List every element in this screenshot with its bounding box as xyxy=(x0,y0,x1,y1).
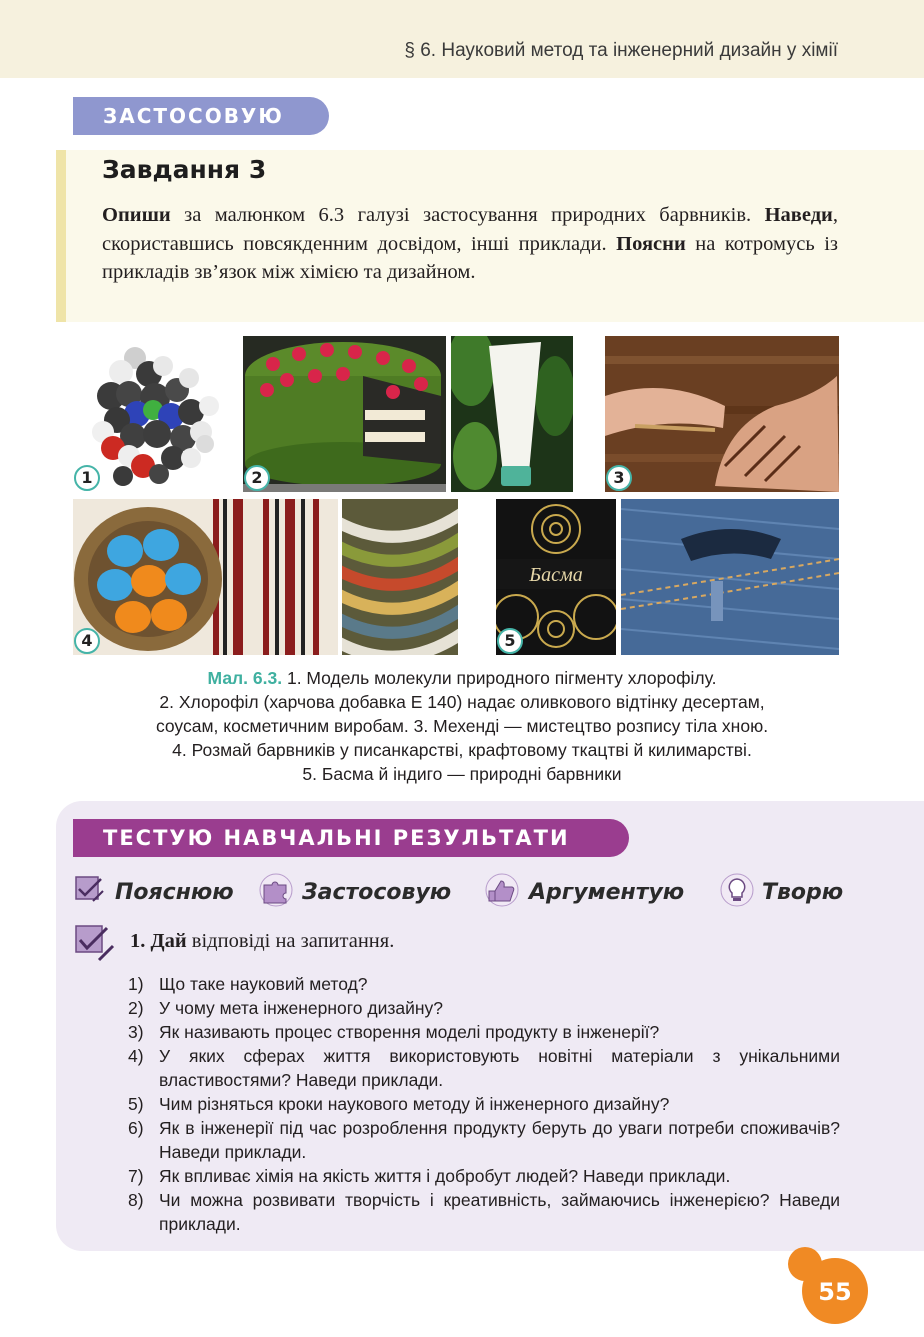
legend-create xyxy=(720,874,843,910)
list-item xyxy=(128,996,840,1020)
item-number: 1) xyxy=(128,974,144,994)
item-text: У яких сферах життя використовують новітні матеріали з унікальними властивостями? Наведи приклади. xyxy=(159,1046,840,1090)
chlorophyll-molecule-photo xyxy=(73,336,238,492)
list-item xyxy=(128,1020,840,1044)
item-number: 3) xyxy=(128,1022,144,1042)
caption-line: 5. Басма й індиго — природні барвники xyxy=(302,764,622,784)
list-item xyxy=(128,1164,840,1188)
lightbulb-icon xyxy=(720,873,754,912)
task-box-accent-bar xyxy=(56,150,66,322)
figure-caption xyxy=(70,666,854,786)
figure-badge-4: 4 xyxy=(74,628,100,654)
item-text: Як в інженерії під час розроблення продукту беруть до уваги потреби споживачів? Наведи приклади. xyxy=(159,1118,840,1162)
page-number: 55 xyxy=(802,1258,868,1324)
task-verb-explain: Поясни xyxy=(616,232,686,255)
question-rest: відповіді на запитання. xyxy=(186,930,395,952)
list-item xyxy=(128,1116,840,1164)
item-number: 4) xyxy=(128,1046,144,1066)
section-label-test: ТЕСТУЮ НАВЧАЛЬНІ РЕЗУЛЬТАТИ xyxy=(73,819,629,857)
caption-line xyxy=(70,666,854,690)
easter-eggs-embroidery-photo xyxy=(73,499,338,655)
caption-line: 4. Розмай барвників у писанкарстві, крафтовому ткацтві й килимарстві. xyxy=(172,740,752,760)
section-label-apply: ЗАСТОСОВУЮ xyxy=(73,97,329,135)
header-band xyxy=(0,0,924,78)
list-item xyxy=(128,1044,840,1092)
item-text: Чи можна розвивати творчість і креативність, займаючись інженерією? Наведи приклади. xyxy=(159,1190,840,1234)
legend-label: Творю xyxy=(762,879,844,905)
puzzle-icon xyxy=(258,873,294,912)
item-number: 7) xyxy=(128,1166,144,1186)
legend-explain xyxy=(73,874,234,910)
running-head: § 6. Науковий метод та інженерний дизайн у хімії xyxy=(404,40,838,61)
question-list xyxy=(128,972,840,1236)
cosmetic-tube-photo xyxy=(451,336,573,492)
item-text: У чому мета інженерного дизайну? xyxy=(159,998,444,1018)
item-text: Як називають процес створення моделі продукту в інженерії? xyxy=(159,1022,660,1042)
task-verb-describe: Опиши xyxy=(102,204,171,226)
task-text-part: на котромусь із прикладів зв’язок між хімією та дизайном. xyxy=(102,232,838,283)
caption-lead: Мал. 6.3. xyxy=(207,668,283,688)
task-verb-give: Наведи xyxy=(764,204,833,226)
item-text: Чим різняться кроки наукового методу й інженерного дизайну? xyxy=(159,1094,670,1114)
denim-jeans-photo xyxy=(621,499,839,655)
item-text: Що таке науковий метод? xyxy=(159,974,368,994)
figure-badge-2: 2 xyxy=(244,465,270,491)
figure-badge-5: 5 xyxy=(497,628,523,654)
explain-icon xyxy=(73,922,117,969)
question-verb: Дай xyxy=(150,930,187,952)
question-heading xyxy=(130,930,394,953)
figure-badge-3: 3 xyxy=(606,465,632,491)
caption-text: 1. Модель молекули природного пігменту хлорофілу. xyxy=(282,668,717,688)
legend-apply xyxy=(258,874,451,910)
task-text xyxy=(102,201,838,287)
legend-label: Пояснюю xyxy=(115,879,234,905)
caption-line: соусам, косметичним виробам. 3. Мехенді — мистецтво розпису тіла хною. xyxy=(155,716,769,736)
legend-argue xyxy=(483,874,684,910)
list-item xyxy=(128,972,840,996)
task-text-part: , скориставшись повсякденним досвідом, інші приклади. xyxy=(102,204,838,255)
item-number: 6) xyxy=(128,1118,144,1138)
legend-label: Застосовую xyxy=(302,879,452,905)
item-text: Як впливає хімія на якість життя і добробут людей? Наведи приклади. xyxy=(159,1166,731,1186)
explain-icon xyxy=(73,873,107,912)
caption-line: 2. Хлорофіл (харчова добавка Е 140) надає оливкового відтінку десертам, xyxy=(159,692,765,712)
figure-badge-1: 1 xyxy=(74,465,100,491)
item-number: 8) xyxy=(128,1190,144,1210)
yarn-photo xyxy=(342,499,458,655)
question-number: 1. xyxy=(130,930,146,952)
list-item xyxy=(128,1188,840,1236)
legend-label: Аргументую xyxy=(529,879,685,905)
list-item xyxy=(128,1092,840,1116)
task-text-part: за малюнком 6.3 галузі застосування природних барвників. xyxy=(170,204,765,226)
item-number: 5) xyxy=(128,1094,144,1114)
thumbs-icon xyxy=(483,873,521,912)
task-title: Завдання 3 xyxy=(102,155,267,184)
mehndi-hands-photo xyxy=(605,336,839,492)
basma-label: Басма xyxy=(529,564,583,586)
green-cake-photo xyxy=(243,336,446,492)
item-number: 2) xyxy=(128,998,144,1018)
